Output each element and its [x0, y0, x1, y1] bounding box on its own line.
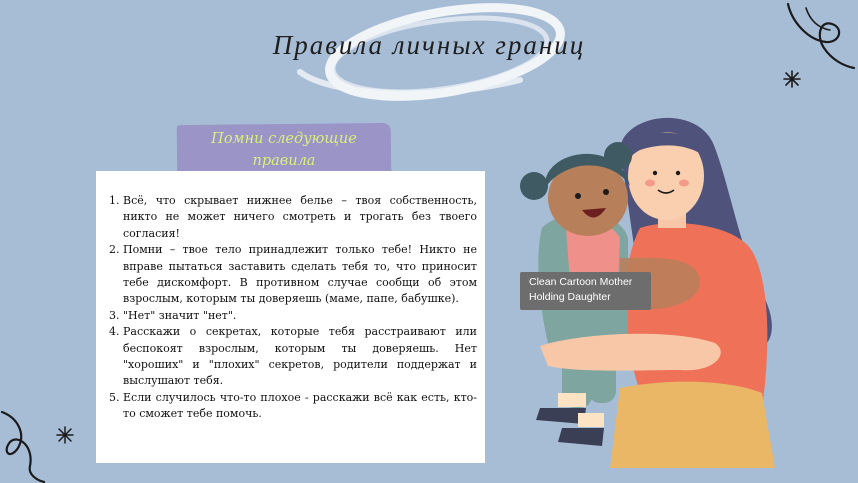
rule-item: 1. Всё, что скрывает нижнее белье – твоя собственность, никто не может ничего смотреть и трогать без твоего согласия!	[123, 193, 477, 242]
rules-badge-text	[177, 128, 391, 172]
rule-item: 2. Помни – твое тело принадлежит только тебе! Никто не вправе пытаться заставить сделать тебя то, что приносит тебе дискомфорт. В противном случае сообщи об этом взрослым, которым ты доверяешь (маме, папе, бабушке).	[123, 242, 477, 308]
image-tooltip	[520, 272, 651, 310]
rule-item: 4. Расскажи о секретах, которые тебя расстраивают или беспокоят взрослым, которым ты доверяешь. Нет "хороших" и "плохих" секретов, родители поддержат и выслушают тебя.	[123, 324, 477, 390]
slide-title: Правила личных границ	[272, 30, 586, 60]
squiggle-decoration	[0, 408, 60, 483]
rule-item: 3. "Нет" значит "нет".	[123, 308, 477, 324]
rules-list	[104, 193, 477, 423]
rule-item: 5. Если случилось что-то плохое - расскажи всё как есть, кто-то сможет тебе помочь.	[123, 390, 477, 423]
image-tooltip-line1: Clean Cartoon Mother	[529, 276, 633, 288]
squiggle-decoration	[778, 0, 858, 75]
image-tooltip-line2: Holding Daughter	[529, 291, 611, 303]
sparkle-icon	[56, 426, 74, 444]
rules-badge-line1: Помни следующие	[211, 131, 357, 147]
rules-card	[96, 171, 485, 463]
sparkle-icon	[782, 69, 802, 89]
rules-badge-line2: правила	[252, 153, 316, 169]
